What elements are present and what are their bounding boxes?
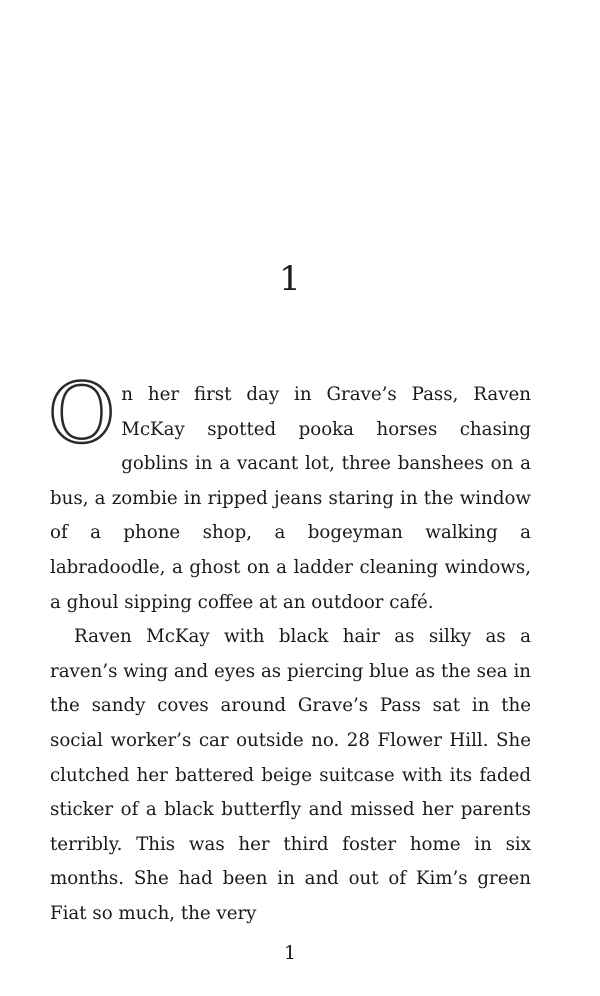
page-number: 1 — [283, 942, 297, 964]
paragraph-1 — [48, 367, 531, 620]
body-text — [48, 367, 531, 932]
paragraph-1-text: n her first day in Grave’s Pass, Raven McKay spotted pooka horses chasing goblins in a vacant lot, three banshees on a bus, a zombie in ripped jeans staring in the window of a phone shop, a bogeyman walking a labradoodle, a ghost on a ladder cleaning windows, a ghoul sipping coffee at an outdoor café. — [50, 384, 531, 613]
chapter-number: 1 — [279, 259, 301, 299]
drop-cap: O — [48, 367, 116, 462]
paragraph-2: Raven McKay with black hair as silky as a raven’s wing and eyes as piercing blue as the sea in the sandy coves around Grave’s Pass sat in the social worker’s car outside no. 28 Flower Hill. She clutched her battered beige suitcase with its faded sticker of a black butterfly and missed her parents terribly. This was her third foster home in six months. She had been in and out of Kim’s green Fiat so much, the very — [50, 626, 531, 924]
